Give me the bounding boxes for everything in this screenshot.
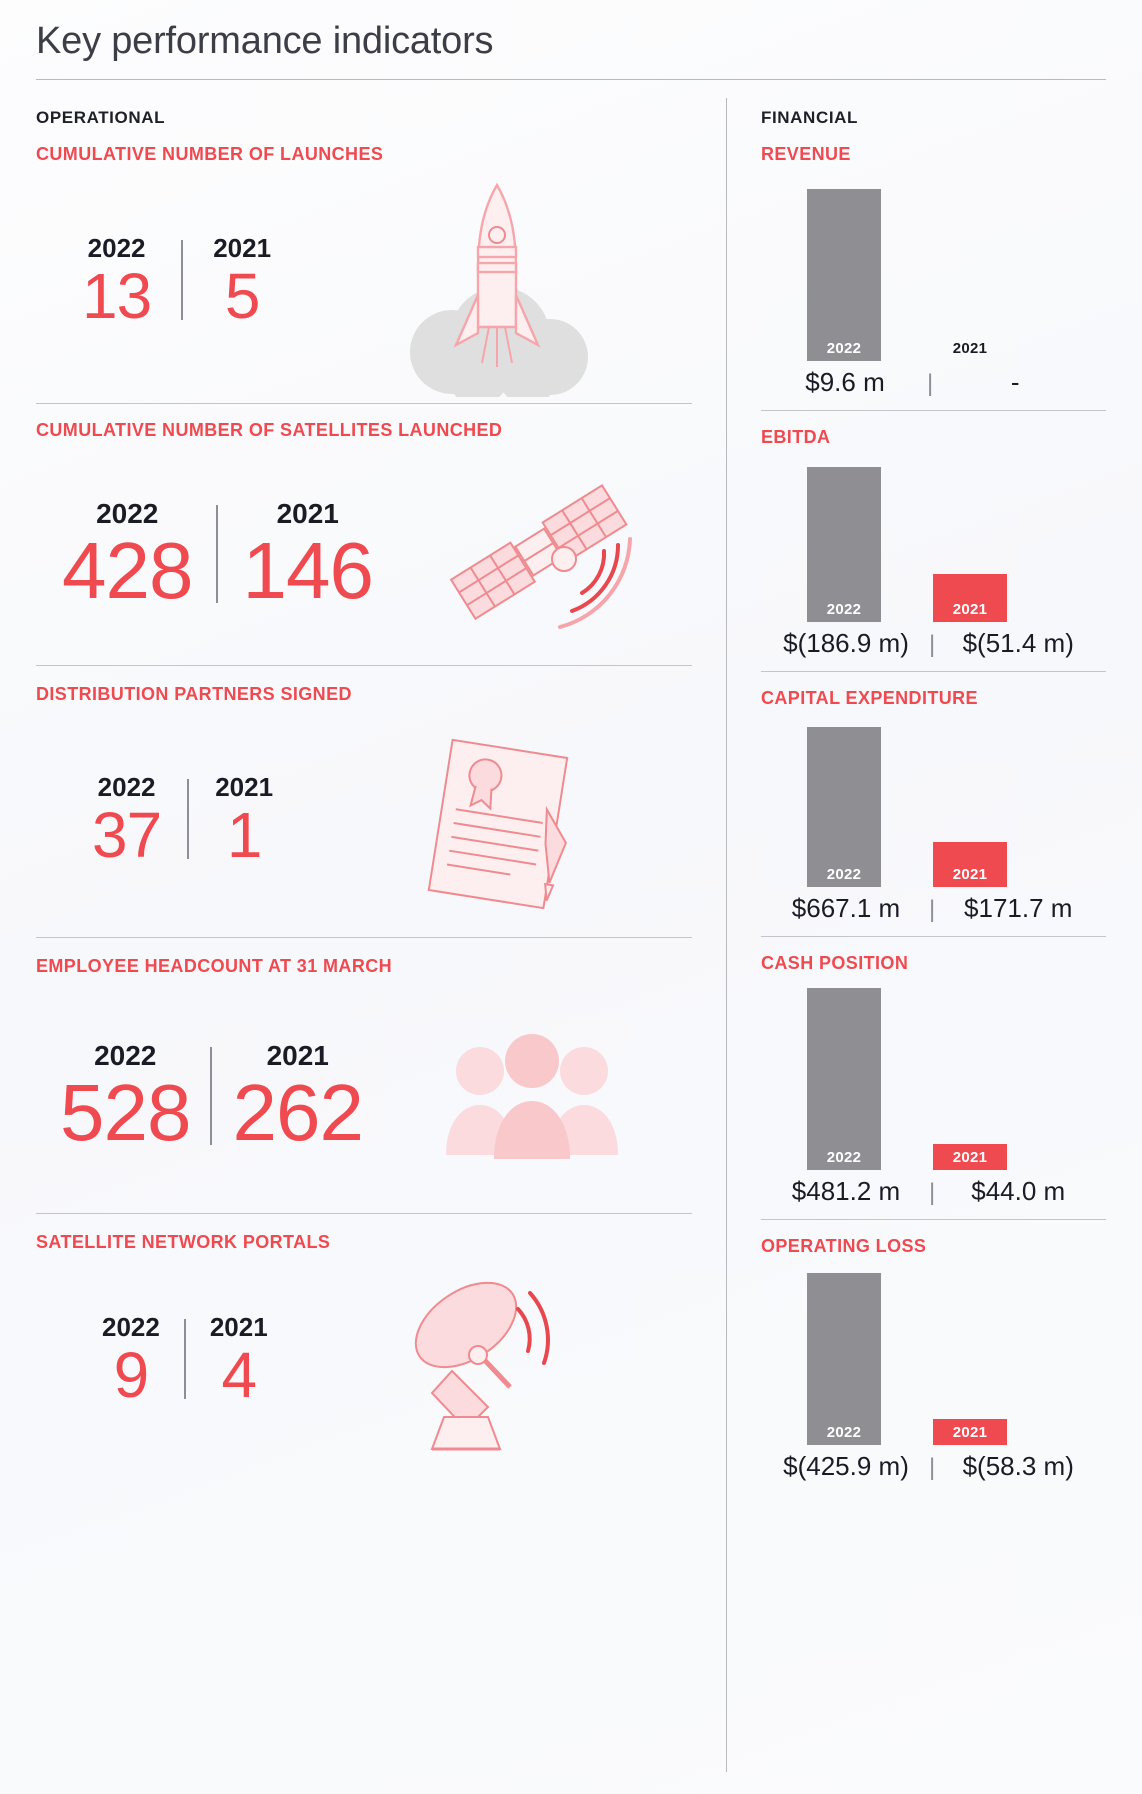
year-label: 2022 <box>102 1312 160 1343</box>
kpi-employee-headcount <box>36 956 692 1214</box>
kpi-label: REVENUE <box>761 144 851 164</box>
year-label: 2021 <box>215 772 274 803</box>
kpi-ebitda <box>761 427 1106 672</box>
title-section <box>36 0 1106 90</box>
financial-value-2021: $171.7 m <box>964 893 1073 923</box>
bar-2022 <box>807 171 881 361</box>
year-label: 2021 <box>209 1312 268 1343</box>
section-divider <box>36 403 692 404</box>
bar-year-label: 2021 <box>952 601 988 618</box>
bar-year-label: 2022 <box>826 601 862 618</box>
value-2021: 1 <box>226 798 262 871</box>
satellite-icon <box>387 451 692 661</box>
value-2022: 428 <box>62 526 193 616</box>
section-divider <box>36 937 692 938</box>
section-divider <box>761 936 1106 937</box>
bar-year-label: 2022 <box>826 340 862 357</box>
bar-2021 <box>933 980 1007 1170</box>
kpi-columns <box>36 90 1106 1780</box>
kpi-operating-loss <box>761 1236 1106 1482</box>
bar-2022 <box>807 980 881 1170</box>
bar-2021 <box>933 1263 1007 1445</box>
operational-heading: OPERATIONAL <box>36 108 166 127</box>
value-2021: 262 <box>232 1068 363 1158</box>
financial-value-2021: $(58.3 m) <box>962 1451 1074 1481</box>
year-label: 2022 <box>96 497 159 529</box>
bar-2022 <box>807 715 881 887</box>
signed-contract-icon <box>303 724 692 924</box>
year-label: 2022 <box>87 233 146 264</box>
year-label: 2022 <box>97 772 156 803</box>
bar-2022 <box>807 454 881 622</box>
value-divider: | <box>927 370 934 397</box>
bar-year-label: 2021 <box>952 340 988 357</box>
operational-column <box>36 90 726 1780</box>
value-2021: 4 <box>221 1338 257 1411</box>
bar-year-label: 2022 <box>826 1424 862 1441</box>
year-label: 2021 <box>213 233 272 264</box>
section-divider <box>761 410 1106 411</box>
value-divider: | <box>929 896 936 923</box>
financial-value-2021: $44.0 m <box>971 1176 1066 1206</box>
financial-value-2022: $9.6 m <box>805 367 885 397</box>
bar-year-label: 2022 <box>826 1149 862 1166</box>
satellite-dish-icon <box>292 1259 692 1459</box>
kpi-revenue <box>761 144 1106 411</box>
value-divider: | <box>929 1179 936 1206</box>
rocket-launch-icon <box>301 177 692 397</box>
section-divider <box>36 665 692 666</box>
kpi-label: CAPITAL EXPENDITURE <box>761 688 978 708</box>
financial-value-2022: $(425.9 m) <box>783 1451 909 1481</box>
value-2022: 13 <box>82 259 152 332</box>
financial-value-2021: $(51.4 m) <box>962 628 1074 658</box>
bar-2021 <box>933 171 1007 361</box>
financial-heading: FINANCIAL <box>761 108 858 127</box>
kpi-label: CUMULATIVE NUMBER OF LAUNCHES <box>36 144 384 164</box>
financial-value-2022: $667.1 m <box>791 893 901 923</box>
bar-year-label: 2021 <box>952 1149 988 1166</box>
people-group-icon <box>375 1023 692 1173</box>
value-2021: 146 <box>242 526 373 616</box>
bar-2021 <box>933 715 1007 887</box>
value-2021: 5 <box>224 259 260 332</box>
value-divider: | <box>929 631 936 658</box>
kpi-capital-expenditure <box>761 688 1106 937</box>
bar-2021 <box>933 454 1007 622</box>
value-2022: 528 <box>60 1068 191 1158</box>
kpi-network-portals <box>36 1232 692 1459</box>
year-label: 2021 <box>266 1039 329 1071</box>
kpi-label: CUMULATIVE NUMBER OF SATELLITES LAUNCHED <box>36 420 503 440</box>
value-divider: | <box>929 1454 936 1481</box>
value-2022: 9 <box>113 1338 149 1411</box>
year-label: 2021 <box>276 497 339 529</box>
value-2022: 37 <box>92 798 162 871</box>
kpi-label: SATELLITE NETWORK PORTALS <box>36 1232 331 1252</box>
kpi-distribution-partners <box>36 684 692 938</box>
kpi-label: EBITDA <box>761 427 831 447</box>
title-divider <box>36 79 1106 80</box>
section-divider <box>761 1219 1106 1220</box>
financial-value-2022: $481.2 m <box>791 1176 901 1206</box>
bar-year-label: 2021 <box>952 866 988 883</box>
section-divider <box>36 1213 692 1214</box>
kpi-cash-position <box>761 953 1106 1220</box>
section-divider <box>761 671 1106 672</box>
bar-year-label: 2021 <box>952 1424 988 1441</box>
financial-column <box>727 90 1106 1780</box>
kpi-label: CASH POSITION <box>761 953 909 973</box>
kpi-label: DISTRIBUTION PARTNERS SIGNED <box>36 684 352 704</box>
bar-2022 <box>807 1263 881 1445</box>
financial-value-2021: - <box>1010 367 1020 397</box>
page-title: Key performance indicators <box>36 20 494 62</box>
bar-year-label: 2022 <box>826 866 862 883</box>
kpi-satellites-launched <box>36 420 692 666</box>
kpi-label: EMPLOYEE HEADCOUNT AT 31 MARCH <box>36 956 393 976</box>
kpi-cumulative-launches <box>36 144 692 404</box>
kpi-label: OPERATING LOSS <box>761 1236 927 1256</box>
year-label: 2022 <box>94 1039 157 1071</box>
financial-value-2022: $(186.9 m) <box>783 628 909 658</box>
